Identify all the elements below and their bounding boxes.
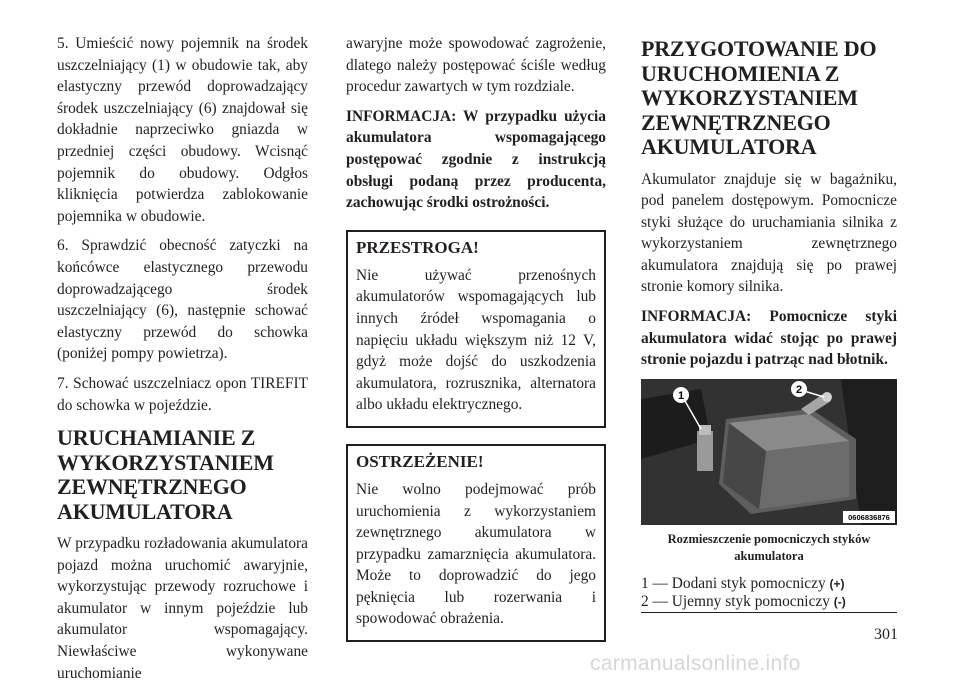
callout-label-1: 1 (677, 389, 685, 402)
column-left (57, 33, 308, 692)
caution-title: PRZESTROGA! (356, 237, 479, 257)
legend-item-positive: 1 — Dodani styk pomocniczy (+) (641, 574, 845, 592)
figure-code: 0606836876 (848, 512, 890, 522)
step-7-text: 7. Schować uszczelniacz opon TIREFIT do schowka w pojeździe. (57, 374, 308, 414)
warning-text: Nie wolno podejmować prób uruchomienia z wykorzystaniem zewnętrznego akumulatora w przypadku zamarznięcia akumulatora. Może to doprowadzić do jego pęknięcia lub rozerwania i spowodować obrażenia. (356, 480, 596, 628)
jump-start-intro: W przypadku rozładowania akumulatora pojazd można uruchomić awaryjnie, wykorzystując przewody rozruchowe i akumulator w innym pojeździe lub akumulator wspomagający. Niewłaściwe wykonywane uruchomianie (57, 535, 308, 682)
info-note: INFORMACJA: W przypadku użycia akumulatora wspomagającego postępować zgodnie z instrukcją obsługi podaną przez producenta, zachowując środki ostrożności. (346, 107, 606, 212)
legend-rule (641, 612, 897, 613)
step-5-text: 5. Umieścić nowy pojemnik na środek uszczelniający (1) w obudowie tak, aby elastyczny przewód doprowadzający środek uszczelniający (6) znajdował się dokładnie naprzeciwko gniazda w przedniej części obudowy. Wcisnąć pojemnik do obudowy. Odgłos kliknięcia potwierdza zablokowanie pojemnika w obudowie. (57, 35, 308, 225)
figure-caption: Rozmieszczenie pomocniczych styków akumulatora (667, 531, 871, 563)
column-middle (346, 33, 606, 642)
watermark: carmanualsonline.info (590, 652, 801, 675)
callout-label-2: 2 (795, 383, 803, 396)
preparation-body: Akumulator znajduje się w bagażniku, pod panelem dostępowym. Pomocnicze styki służące do uruchamiania silnika z wykorzystaniem zewnętrznego akumulatora znajdują się po prawej stronie komory silnika. (641, 170, 897, 296)
warning-title: OSTRZEŻENIE! (356, 451, 484, 471)
caution-text: Nie używać przenośnych akumulatorów wspomagających lub innych źródeł wspomagania o napięciu układu większym niż 12 V, gdyż może dojść do uszkodzenia akumulatora, rozrusznika, alternatora albo układu elektrycznego. (356, 266, 596, 414)
page-number: 301 (874, 626, 898, 643)
column-right (641, 33, 897, 613)
section-heading-jump-start: URUCHAMIANIE Z WYKORZYSTANIEM ZEWNĘTRZNEGO AKUMULATORA (57, 425, 274, 524)
engine-bay-photo (641, 379, 897, 525)
step-6-text: 6. Sprawdzić obecność zatyczki na końcówce elastycznego przewodu doprowadzającego środek uszczelniający (6), następnie schować elastyczny przewód do schowka (poniżej pompy powietrza). (57, 237, 308, 363)
legend-item-negative: 2 — Ujemny styk pomocniczy (-) (641, 592, 846, 610)
continuation-text: awaryjne może spowodować zagrożenie, dlatego należy postępować ściśle według procedur zawartych w tym rozdziale. (346, 35, 606, 96)
caution-box (346, 230, 606, 428)
section-heading-preparation: PRZYGOTOWANIE DO URUCHOMIENIA Z WYKORZYSTANIEM ZEWNĘTRZNEGO AKUMULATORA (641, 36, 877, 159)
jump-start-posts-figure (641, 379, 897, 613)
warning-box (346, 444, 606, 642)
preparation-info-note: INFORMACJA: Pomocnicze styki akumulatora widać stojąc po prawej stronie pojazdu i patrząc nad błotnik. (641, 308, 897, 369)
